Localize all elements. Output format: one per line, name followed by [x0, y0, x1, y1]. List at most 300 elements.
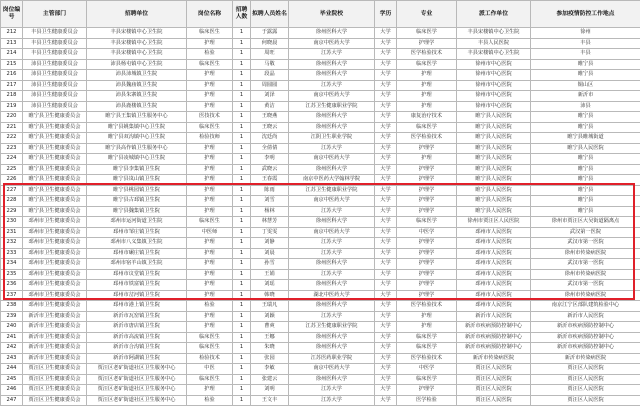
column-header: 毕业院校 — [289, 1, 375, 28]
table-cell: 张建云 — [251, 374, 289, 385]
table-cell: 中医师 — [187, 227, 233, 238]
table-cell: 睢宁县卫生健康委员会 — [23, 112, 87, 123]
table-cell: 大学 — [375, 395, 397, 406]
table-cell: 王娟 — [251, 269, 289, 280]
table-cell: 徐州市贾汪区大吴街道隔离点 — [531, 217, 640, 228]
table-cell: 徐州医科大学 — [289, 280, 375, 291]
table-cell: 邳州市卫生健康委员会 — [23, 290, 87, 301]
table-row — [1, 175, 640, 186]
table-cell: 王晓云 — [251, 122, 289, 133]
table-cell: 医学检验技术 — [397, 353, 457, 364]
table-cell: 睢宁县 — [531, 206, 640, 217]
table-cell: 丰县卫生健康委员会 — [23, 28, 87, 39]
table-row — [1, 196, 640, 207]
table-cell: 徐州医科大学 — [289, 112, 375, 123]
table-cell: 护理 — [187, 91, 233, 102]
table-cell: 护理学 — [397, 385, 457, 396]
table-cell: 大学 — [375, 248, 397, 259]
table-row — [1, 91, 640, 102]
table-cell: 大学 — [375, 217, 397, 228]
table-cell: 邳州市运河街道卫生院 — [87, 217, 187, 228]
table-cell: 新沂市唐店镇卫生院 — [87, 322, 187, 333]
table-cell: 235 — [1, 269, 23, 280]
table-cell: 检验 — [187, 301, 233, 312]
table-cell: 徐州医科大学 — [289, 122, 375, 133]
table-cell: 丰县 — [531, 49, 640, 60]
table-cell: 215 — [1, 59, 23, 70]
table-cell: 睢宁县桃园镇卫生院 — [87, 185, 187, 196]
table-cell: 护理学 — [397, 280, 457, 291]
table-cell: 南京中医药大学 — [289, 364, 375, 375]
table-cell: 护理 — [187, 248, 233, 259]
table-cell: 沛县卫生健康委员会 — [23, 91, 87, 102]
table-cell: 徐州医科大学 — [289, 343, 375, 354]
table-row — [1, 80, 640, 91]
table-cell: 护理 — [187, 322, 233, 333]
table-cell: 临床医学 — [397, 28, 457, 39]
table-cell: 徐州市传染病医院 — [531, 290, 640, 301]
table-cell: 大学 — [375, 385, 397, 396]
table-cell: 睢宁县 — [531, 122, 640, 133]
table-cell: 临床医生 — [187, 374, 233, 385]
table-cell: 246 — [1, 385, 23, 396]
table-row — [1, 206, 640, 217]
table-cell: 212 — [1, 28, 23, 39]
table-cell: 睢宁县姚集镇中心卫生院 — [87, 122, 187, 133]
table-cell: 新沂市疾病预防控制中心 — [531, 322, 640, 333]
table-row — [1, 269, 640, 280]
table-cell: 武汉市第一医院 — [531, 238, 640, 249]
table-cell: 242 — [1, 343, 23, 354]
table-row — [1, 248, 640, 259]
table-cell: 李敏 — [251, 364, 289, 375]
table-cell: 邳州市八义集镇卫生院 — [87, 238, 187, 249]
table-cell: 243 — [1, 353, 23, 364]
table-cell: 护理 — [397, 70, 457, 81]
table-cell: 沛县杨屯镇中心卫生院 — [87, 59, 187, 70]
table-cell: 徐州 — [531, 28, 640, 39]
table-cell: 大学 — [375, 70, 397, 81]
table-cell: 1 — [233, 154, 251, 165]
table-row — [1, 133, 640, 144]
table-cell: 大学 — [375, 269, 397, 280]
table-cell: 护理学 — [397, 248, 457, 259]
table-cell: 1 — [233, 38, 251, 49]
table-cell: 大学 — [375, 290, 397, 301]
table-cell: 邳州市人民医院 — [457, 238, 531, 249]
table-cell: 睢宁县人民医院 — [457, 133, 531, 144]
table-cell: 护理 — [397, 101, 457, 112]
table-cell: 中医 — [187, 364, 233, 375]
table-cell: 234 — [1, 259, 23, 270]
table-cell: 1 — [233, 70, 251, 81]
table-cell: 睢宁县睢城街道 — [531, 133, 640, 144]
table-cell: 睢宁县古邳镇卫生院 — [87, 196, 187, 207]
table-cell: 大学 — [375, 91, 397, 102]
table-cell: 214 — [1, 49, 23, 60]
table-cell: 贾汪区卫生健康委员会 — [23, 374, 87, 385]
table-cell: 睢宁县卫生健康委员会 — [23, 164, 87, 175]
table-cell: 护理学 — [397, 164, 457, 175]
table-cell: 徐州医科大学 — [289, 59, 375, 70]
table-cell: 武晓云 — [251, 164, 289, 175]
table-cell: 沛县卫生健康委员会 — [23, 70, 87, 81]
table-cell: 徐州市贾汪区人民医院 — [457, 217, 531, 228]
table-cell: 刘明 — [251, 385, 289, 396]
table-cell: 睢宁县卫生健康委员会 — [23, 133, 87, 144]
table-row — [1, 143, 640, 154]
table-cell: 新沂市卫生健康委员会 — [23, 322, 87, 333]
table-cell: 新沂市疾病预防控制中心 — [457, 343, 531, 354]
table-cell: 1 — [233, 80, 251, 91]
table-cell: 韩晓 — [251, 290, 289, 301]
table-cell: 大学 — [375, 353, 397, 364]
table-row — [1, 59, 640, 70]
table-cell: 睢宁县凌城镇中心卫生院 — [87, 154, 187, 165]
table-cell: 护理 — [397, 154, 457, 165]
table-cell: 江苏大学 — [289, 80, 375, 91]
table-cell: 周旺 — [251, 49, 289, 60]
table-row — [1, 122, 640, 133]
table-cell: 江阴卫生职业学院 — [289, 133, 375, 144]
table-cell: 睢宁县 — [531, 112, 640, 123]
header-row — [1, 1, 640, 28]
table-cell: 大学 — [375, 196, 397, 207]
table-cell: 中医学 — [397, 227, 457, 238]
table-cell: 贾汪区卫生健康委员会 — [23, 395, 87, 406]
table-cell: 睢宁县卫生健康委员会 — [23, 122, 87, 133]
table-cell: 徐州市中心医院 — [457, 70, 531, 81]
table-cell: 邳州市卫生健康委员会 — [23, 269, 87, 280]
table-cell: 沈廷尚 — [251, 133, 289, 144]
table-cell: 睢宁县人民医院 — [457, 164, 531, 175]
table-row — [1, 322, 640, 333]
column-header: 派工作单位 — [457, 1, 531, 28]
table-cell: 江苏大学 — [289, 311, 375, 322]
table-cell: 何晓晨 — [251, 38, 289, 49]
table-row — [1, 112, 640, 123]
table-cell: 1 — [233, 343, 251, 354]
table-cell: 贾汪区人民医院 — [457, 374, 531, 385]
table-row — [1, 101, 640, 112]
table-cell: 245 — [1, 374, 23, 385]
table-cell: 240 — [1, 322, 23, 333]
table-cell: 大学 — [375, 185, 397, 196]
table-cell: 1 — [233, 28, 251, 39]
table-row — [1, 374, 640, 385]
table-row — [1, 28, 640, 39]
table-cell: 徐州医科大学 — [289, 374, 375, 385]
table-cell: 大学 — [375, 112, 397, 123]
table-cell: 徐州医科大学 — [289, 259, 375, 270]
table-cell: 睢宁县卫生健康委员会 — [23, 154, 87, 165]
table-cell: 睢宁县李集镇卫生院 — [87, 164, 187, 175]
table-cell: 睢宁县卫生健康委员会 — [23, 143, 87, 154]
table-cell: 1 — [233, 248, 251, 259]
table-cell: 临床医生 — [187, 122, 233, 133]
table-cell: 护理 — [397, 91, 457, 102]
table-cell: 贾汪区人民医院 — [457, 364, 531, 375]
table-cell: 护理学 — [397, 143, 457, 154]
table-cell: 大学 — [375, 175, 397, 186]
table-cell: 邳州市邹庄镇卫生院 — [87, 227, 187, 238]
table-cell: 护理学 — [397, 238, 457, 249]
table-cell: 贾汪区人民医院 — [457, 395, 531, 406]
table-cell: 医学检验技术 — [397, 133, 457, 144]
table-cell: 大学 — [375, 80, 397, 91]
table-cell: 大学 — [375, 133, 397, 144]
column-header: 岗位名称 — [187, 1, 233, 28]
table-row — [1, 227, 640, 238]
table-cell: 1 — [233, 49, 251, 60]
table-cell: 睢宁县 — [531, 164, 640, 175]
table-cell: 护理 — [187, 269, 233, 280]
table-cell: 1 — [233, 332, 251, 343]
table-cell: 检验 — [187, 395, 233, 406]
table-cell: 徐州医科大学 — [289, 217, 375, 228]
table-cell: 1 — [233, 101, 251, 112]
table-row — [1, 185, 640, 196]
table-cell: 1 — [233, 196, 251, 207]
table-cell: 邳州市卫生健康委员会 — [23, 280, 87, 291]
table-cell: 1 — [233, 385, 251, 396]
table-cell: 1 — [233, 91, 251, 102]
column-header: 参加疫情防控工作地点 — [531, 1, 640, 28]
table-cell: 沛县朱寨镇卫生院 — [87, 91, 187, 102]
table-cell: 医学检验技术 — [397, 301, 457, 312]
table-cell: 1 — [233, 311, 251, 322]
table-cell: 247 — [1, 395, 23, 406]
table-cell: 新沂市疾病预防控制中心 — [531, 332, 640, 343]
table-cell: 贾汪区人民医院 — [531, 395, 640, 406]
table-cell: 邳州市铁富镇卫生院 — [87, 280, 187, 291]
table-cell: 新沂市疾病预防控制中心 — [457, 322, 531, 333]
table-cell: 贾汪区老矿街道社区卫生服务中心 — [87, 374, 187, 385]
table-cell: 新沂市疾病预防控制中心 — [457, 332, 531, 343]
column-header: 岗位编号 — [1, 1, 23, 28]
table-cell: 刘颖 — [251, 311, 289, 322]
table-cell: 医学检验 — [397, 395, 457, 406]
table-cell: 227 — [1, 185, 23, 196]
table-row — [1, 280, 640, 291]
table-cell: 徐州市中心医院 — [457, 101, 531, 112]
table-cell: 睢宁县人民医院 — [457, 185, 531, 196]
table-cell: 1 — [233, 238, 251, 249]
table-cell: 临床医生 — [187, 332, 233, 343]
table-cell: 护理 — [397, 311, 457, 322]
table-cell: 邳州市人民医院 — [457, 269, 531, 280]
table-cell: 刘晨 — [251, 248, 289, 259]
table-cell: 217 — [1, 80, 23, 91]
table-cell: 护理 — [187, 259, 233, 270]
column-header: 拟聘人员姓名 — [251, 1, 289, 28]
table-cell: 武汉第一医院 — [531, 227, 640, 238]
table-cell: 沛县沛城镇卫生院 — [87, 70, 187, 81]
table-cell: 邳州市卫生健康委员会 — [23, 227, 87, 238]
table-cell: 沛县卫生健康委员会 — [23, 59, 87, 70]
table-cell: 邳州市人民医院 — [457, 290, 531, 301]
table-cell: 刘泽 — [251, 91, 289, 102]
table-cell: 陈雨 — [251, 185, 289, 196]
table-cell: 邳州市议堂镇卫生院 — [87, 269, 187, 280]
table-cell: 江苏卫生健康职业学院 — [289, 322, 375, 333]
table-cell: 沛县魏庙镇卫生院 — [87, 80, 187, 91]
table-cell: 段晶 — [251, 70, 289, 81]
table-cell: 238 — [1, 301, 23, 312]
table-cell: 大学 — [375, 164, 397, 175]
table-cell: 张园 — [251, 353, 289, 364]
table-cell: 徐州市中心医院 — [457, 59, 531, 70]
table-cell: 王娜 — [251, 332, 289, 343]
table-cell: 贾汪区老矿街道社区卫生服务中心 — [87, 385, 187, 396]
table-cell: 中医学 — [397, 364, 457, 375]
table-cell: 232 — [1, 238, 23, 249]
table-row — [1, 38, 640, 49]
table-cell: 邳州市宿羊山镇卫生院 — [87, 259, 187, 270]
table-cell: 临床医生 — [187, 59, 233, 70]
table-cell: 江苏大学 — [289, 143, 375, 154]
table-cell: 南京中医药大学 — [289, 196, 375, 207]
table-cell: 1 — [233, 59, 251, 70]
table-cell: 杨林 — [251, 206, 289, 217]
table-cell: 护理学 — [397, 269, 457, 280]
table-cell: 1 — [233, 259, 251, 270]
table-cell: 213 — [1, 38, 23, 49]
table-cell: 1 — [233, 353, 251, 364]
table-cell: 新沂市传染病医院 — [457, 353, 531, 364]
table-cell: 241 — [1, 332, 23, 343]
table-cell: 南京中医药大学 — [289, 91, 375, 102]
table-cell: 218 — [1, 91, 23, 102]
table-cell: 贾汪区人民医院 — [531, 385, 640, 396]
table-cell: 大学 — [375, 206, 397, 217]
table-cell: 检验技术 — [187, 353, 233, 364]
table-cell: 1 — [233, 185, 251, 196]
table-cell: 大学 — [375, 374, 397, 385]
table-cell: 睢宁县人民医院 — [457, 112, 531, 123]
table-cell: 邳州市人民医院 — [457, 280, 531, 291]
table-cell: 睢宁县人民医院 — [457, 143, 531, 154]
table-cell: 护理 — [187, 238, 233, 249]
table-cell: 徐州医科大学 — [289, 301, 375, 312]
table-cell: 护理 — [187, 175, 233, 186]
table-cell: 226 — [1, 175, 23, 186]
table-row — [1, 217, 640, 228]
table-cell: 检验技师 — [187, 133, 233, 144]
table-cell: 230 — [1, 217, 23, 228]
table-cell: 临床医生 — [187, 28, 233, 39]
table-row — [1, 364, 640, 375]
table-cell: 睢宁县人民医院 — [457, 196, 531, 207]
table-row — [1, 238, 640, 249]
table-cell: 新沂市卫生健康委员会 — [23, 311, 87, 322]
table-cell: 睢宁县王集镇卫生服务中心 — [87, 112, 187, 123]
table-cell: 236 — [1, 280, 23, 291]
table-cell: 邳州市人民医院 — [457, 259, 531, 270]
table-cell: 康复治疗技术 — [397, 112, 457, 123]
table-body — [1, 28, 640, 406]
table-cell: 王瑞凡 — [251, 301, 289, 312]
table-cell: 江苏大学 — [289, 206, 375, 217]
table-cell: 1 — [233, 301, 251, 312]
table-cell: 新沂市传染病医院 — [531, 353, 640, 364]
table-row — [1, 301, 640, 312]
table-cell: 大学 — [375, 332, 397, 343]
table-cell: 225 — [1, 164, 23, 175]
table-cell: 江苏卫生健康职业学院 — [289, 185, 375, 196]
table-cell: 徐州医科大学 — [289, 332, 375, 343]
table-cell: 护理 — [397, 322, 457, 333]
table-cell: 南京江宁区部队建筑检验中心 — [531, 301, 640, 312]
table-cell: 大学 — [375, 343, 397, 354]
table-cell: 武汉市第一医院 — [531, 259, 640, 270]
table-cell: 武汉市第一医院 — [531, 280, 640, 291]
column-header: 主管部门 — [23, 1, 87, 28]
table-cell: 医技技术 — [187, 112, 233, 123]
table-cell: 睢宁县 — [531, 59, 640, 70]
table-cell: 大学 — [375, 28, 397, 39]
table-cell: 沛县卫生健康委员会 — [23, 101, 87, 112]
table-cell: 1 — [233, 206, 251, 217]
table-cell: 贾汪区人民医院 — [457, 385, 531, 396]
table-cell: 徐州市传染病医院 — [531, 269, 640, 280]
table-cell: 1 — [233, 322, 251, 333]
table-cell: 睢宁县双沟镇中心卫生院 — [87, 133, 187, 144]
table-cell: 睢宁县 — [531, 175, 640, 186]
table-cell: 南京中医药大学 — [289, 38, 375, 49]
table-cell: 丰县人民医院 — [457, 38, 531, 49]
table-cell: 徐州医科大学 — [289, 70, 375, 81]
table-cell: 邳州市卫生健康委员会 — [23, 259, 87, 270]
table-cell: 大学 — [375, 49, 397, 60]
table-cell: 邳州市港上镇卫生院 — [87, 301, 187, 312]
table-cell: 江苏大学 — [289, 49, 375, 60]
table-cell: 1 — [233, 269, 251, 280]
table-cell: 大学 — [375, 311, 397, 322]
table-cell: 睢宁县人民医院 — [457, 122, 531, 133]
table-cell: 马敬 — [251, 59, 289, 70]
table-cell: 新沂市人民医院 — [531, 311, 640, 322]
table-row — [1, 385, 640, 396]
table-cell: 1 — [233, 374, 251, 385]
table-cell: 1 — [233, 112, 251, 123]
table-cell: 护理 — [187, 185, 233, 196]
table-cell: 江苏大学 — [289, 385, 375, 396]
table-cell: 229 — [1, 206, 23, 217]
table-cell: 护理 — [187, 154, 233, 165]
table-cell: 大学 — [375, 322, 397, 333]
table-cell: 大学 — [375, 259, 397, 270]
table-row — [1, 311, 640, 322]
table-cell: 睢宁县卫生健康委员会 — [23, 196, 87, 207]
table-cell: 大学 — [375, 38, 397, 49]
table-cell: 贾汪区老矿街道社区卫生服务中心 — [87, 364, 187, 375]
table-cell: 新沂市阿湖镇卫生院 — [87, 353, 187, 364]
column-header: 招聘人数 — [233, 1, 251, 28]
table-cell: 睢宁县人民医院 — [457, 175, 531, 186]
table-row — [1, 259, 640, 270]
table-cell: 贾汪区老矿街道社区卫生服务中心 — [87, 395, 187, 406]
table-cell: 睢宁县 — [531, 70, 640, 81]
table-cell: 邳州市岔河镇卫生院 — [87, 290, 187, 301]
table-cell: 睢宁县 — [531, 185, 640, 196]
table-cell: 1 — [233, 227, 251, 238]
table-cell: 全倩倩 — [251, 143, 289, 154]
table-cell: 临床医学 — [397, 332, 457, 343]
table-cell: 睢宁县 — [531, 154, 640, 165]
table-cell: 丰县宋楼镇中心卫生院 — [87, 28, 187, 39]
table-cell: 南京中医药大学 — [289, 227, 375, 238]
